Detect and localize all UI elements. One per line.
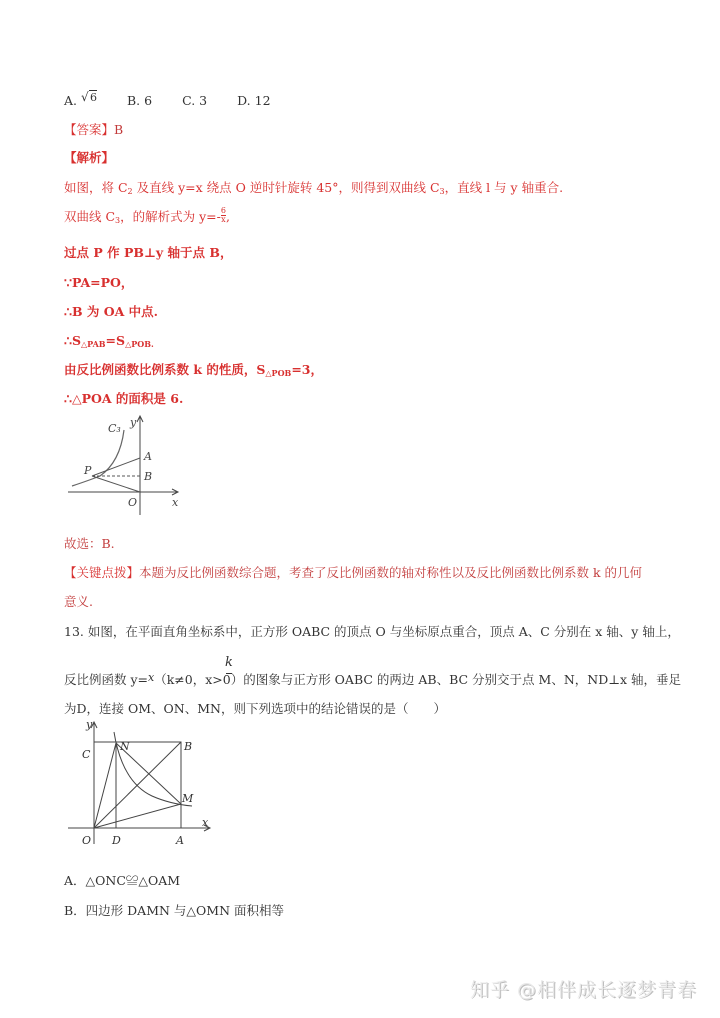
analysis-line-4: ∵PA=PO，	[64, 275, 134, 290]
figure-hyperbola-c3	[60, 410, 190, 520]
answer-tag: 【答案】	[64, 122, 115, 137]
label-d: D	[112, 834, 121, 847]
analysis-line-6: $\therefore S_{\triangle PAB}=S_{\triangle POB.}$	[64, 333, 154, 349]
segment-om	[94, 804, 181, 828]
keypoint-tag: 【关键点拨】	[64, 565, 140, 580]
q13-line-1: 13. 如图，在平面直角坐标系中，正方形 OABC 的顶点 O 与坐标原点重合，顶点 A、C 分别在 x 轴、y 轴上，	[64, 624, 680, 639]
q12-option-c: C. 3	[182, 93, 208, 108]
label-b: B	[144, 470, 153, 483]
label-y: y	[86, 718, 93, 731]
analysis-line-7: 由反比例函数比例系数 k 的性质，$S_{\triangle POB}=3$，	[64, 362, 323, 378]
answer-value: B	[114, 122, 124, 137]
q12-option-b: B. 6	[126, 93, 153, 108]
keypoint-line	[64, 565, 642, 581]
label-c3: C₃	[108, 422, 121, 435]
label-a: A	[176, 834, 184, 847]
answer-line	[64, 122, 123, 138]
label-b: B	[184, 740, 193, 753]
sqrt-symbol: √ 6	[81, 90, 97, 104]
keypoint-text: 本题为反比例函数综合题，考查了反比例函数的轴对称性以及反比例函数比例系数 k 的几何	[139, 565, 643, 580]
q13-line-2: 反比例函数 y=x（k≠0，x>0）的图象与正方形 OABC 的两边 AB、BC 分别交于点 M、N，ND⊥x 轴，垂足	[64, 671, 682, 687]
figure-square-oabc	[62, 712, 222, 857]
analysis-line-2: 双曲线 $C_3$，的解析式为 y=- $\frac{6}{x}$ ,	[64, 206, 230, 225]
label-y: y	[130, 416, 137, 429]
analysis-line-5: ∴B 为 OA 中点.	[64, 304, 159, 319]
q12-options	[64, 90, 297, 110]
label-a: A	[144, 450, 152, 463]
analysis-line-3: 过点 P 作 PB⊥y 轴于点 B，	[64, 245, 233, 260]
conclusion: 故选：B.	[64, 536, 115, 551]
label-x: x	[172, 496, 179, 509]
analysis-tag: 【解析】	[64, 150, 115, 165]
segment-po	[92, 476, 140, 492]
label-o: O	[128, 496, 138, 509]
keypoint-text-2: 意义.	[64, 594, 93, 609]
label-n: N	[120, 740, 130, 753]
q12-option-d: D. 12	[237, 93, 271, 108]
q13-line-3: 为D，连接 OM、ON、MN，则下列选项中的结论错误的是（ ）	[64, 701, 446, 716]
label-p: P	[84, 464, 92, 477]
zhihu-watermark: 知乎 @相伴成长逐梦青春	[470, 979, 698, 1001]
diagonal-ob	[94, 742, 181, 828]
label-x: x	[202, 816, 209, 829]
k-over-x-numerator: k	[225, 655, 233, 674]
label-c: C	[82, 748, 91, 761]
segment-on	[94, 743, 116, 828]
fraction: $\frac{6}{x}$	[220, 206, 226, 224]
segment-pa	[92, 458, 140, 476]
label-m: M	[182, 792, 194, 805]
q12-option-a: A. √ 6	[64, 90, 97, 108]
q13-option-b: B．四边形 DAMN 与△OMN 面积相等	[64, 903, 284, 918]
q13-option-a: A．△ONC≌△OAM	[64, 873, 181, 888]
analysis-line-8: ∴△POA 的面积是 6.	[64, 391, 184, 406]
label-o: O	[82, 834, 92, 847]
analysis-line-1: 如图，将 $C_2$ 及直线 y=x 绕点 O 逆时针旋转 45°，则得到双曲线 $C_3$，直线 l 与 y 轴重合.	[64, 180, 564, 196]
